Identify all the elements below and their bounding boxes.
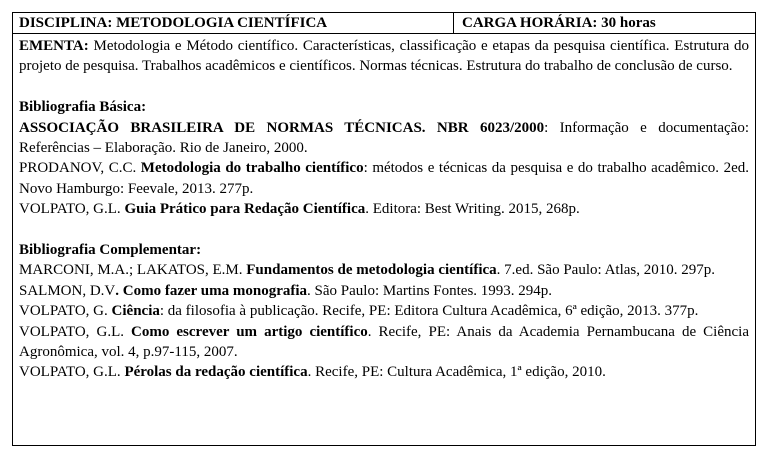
ref-title: ASSOCIAÇÃO BRASILEIRA DE NORMAS TÉCNICAS. NBR 6023/2000 (19, 119, 545, 136)
reference-item (19, 260, 749, 280)
ref-details: . São Paulo: Martins Fontes. 1993. 294p. (307, 282, 553, 299)
course-content (13, 34, 755, 383)
ref-details: : métodos e técnicas da pesquisa e do trabalho acadêmico. 2ed. Novo Hamburgo: Feevale, 2013. 277p. (19, 160, 749, 197)
ref-author: VOLPATO, G.L. (19, 201, 125, 218)
workload-title: CARGA HORÁRIA: 30 horas (462, 15, 656, 31)
ementa-text: Metodologia e Método científico. Características, classificação e etapas da pesquisa científica. Estrutura do projeto de pesquisa. Trabalhos acadêmicos e científicos. Normas técnicas. Estrutura do trabalho de conclusão de curso. (19, 38, 750, 75)
course-table (12, 12, 756, 446)
reference-item (19, 281, 749, 301)
ref-details: . Recife, PE: Anais da Academia Pernambucana de Ciência Agronômica, vol. 4, p.97-115, 2007. (19, 323, 749, 361)
ref-title: Metodologia do trabalho científico (140, 160, 364, 177)
ref-author: PRODANOV, C.C. (19, 160, 141, 177)
ref-title: Fundamentos de metodologia científica (246, 262, 497, 279)
header-row (13, 13, 755, 34)
ref-author: VOLPATO, G.L. (19, 323, 132, 340)
ref-details: : Informação e documentação: Referências – Elaboração. Rio de Janeiro, 2000. (19, 119, 749, 157)
complementary-bibliography-heading (19, 240, 749, 260)
ref-details: : da filosofia à publicação. Recife, PE: Editora Cultura Acadêmica, 6ª edição, 2013. 377p. (159, 303, 699, 320)
ref-author: SALMON, D.V (19, 282, 116, 299)
reference-item (19, 118, 749, 159)
spacer (19, 77, 749, 97)
ref-author: VOLPATO, G.L. (19, 364, 125, 381)
ementa-paragraph (19, 36, 749, 77)
ref-details: . Editora: Best Writing. 2015, 268p. (365, 201, 580, 218)
ref-title: Pérolas da redação científica (124, 364, 308, 381)
basic-bibliography-heading (19, 97, 749, 117)
spacer (19, 220, 749, 240)
ref-author: VOLPATO, G. (19, 303, 112, 320)
ref-title: . Como fazer uma monografia (115, 282, 308, 299)
ref-author: MARCONI, M.A.; LAKATOS, E.M. (19, 262, 247, 279)
ementa-label: EMENTA: (19, 38, 89, 54)
ref-title: Ciência (111, 303, 160, 320)
ref-title: Como escrever um artigo científico (131, 323, 368, 340)
reference-item (19, 199, 749, 219)
reference-item (19, 301, 749, 321)
reference-item (19, 322, 749, 363)
ref-title: Guia Prático para Redação Científica (124, 201, 366, 218)
ref-details: . Recife, PE: Cultura Acadêmica, 1ª edição, 2010. (307, 364, 606, 381)
basic-heading-text: Bibliografia Básica: (19, 99, 147, 116)
ref-details: . 7.ed. São Paulo: Atlas, 2010. 297p. (496, 262, 715, 279)
reference-item (19, 158, 749, 199)
reference-item (19, 362, 749, 382)
complementary-heading-text: Bibliografia Complementar: (19, 242, 202, 259)
discipline-title: DISCIPLINA: METODOLOGIA CIENTÍFICA (13, 13, 454, 33)
